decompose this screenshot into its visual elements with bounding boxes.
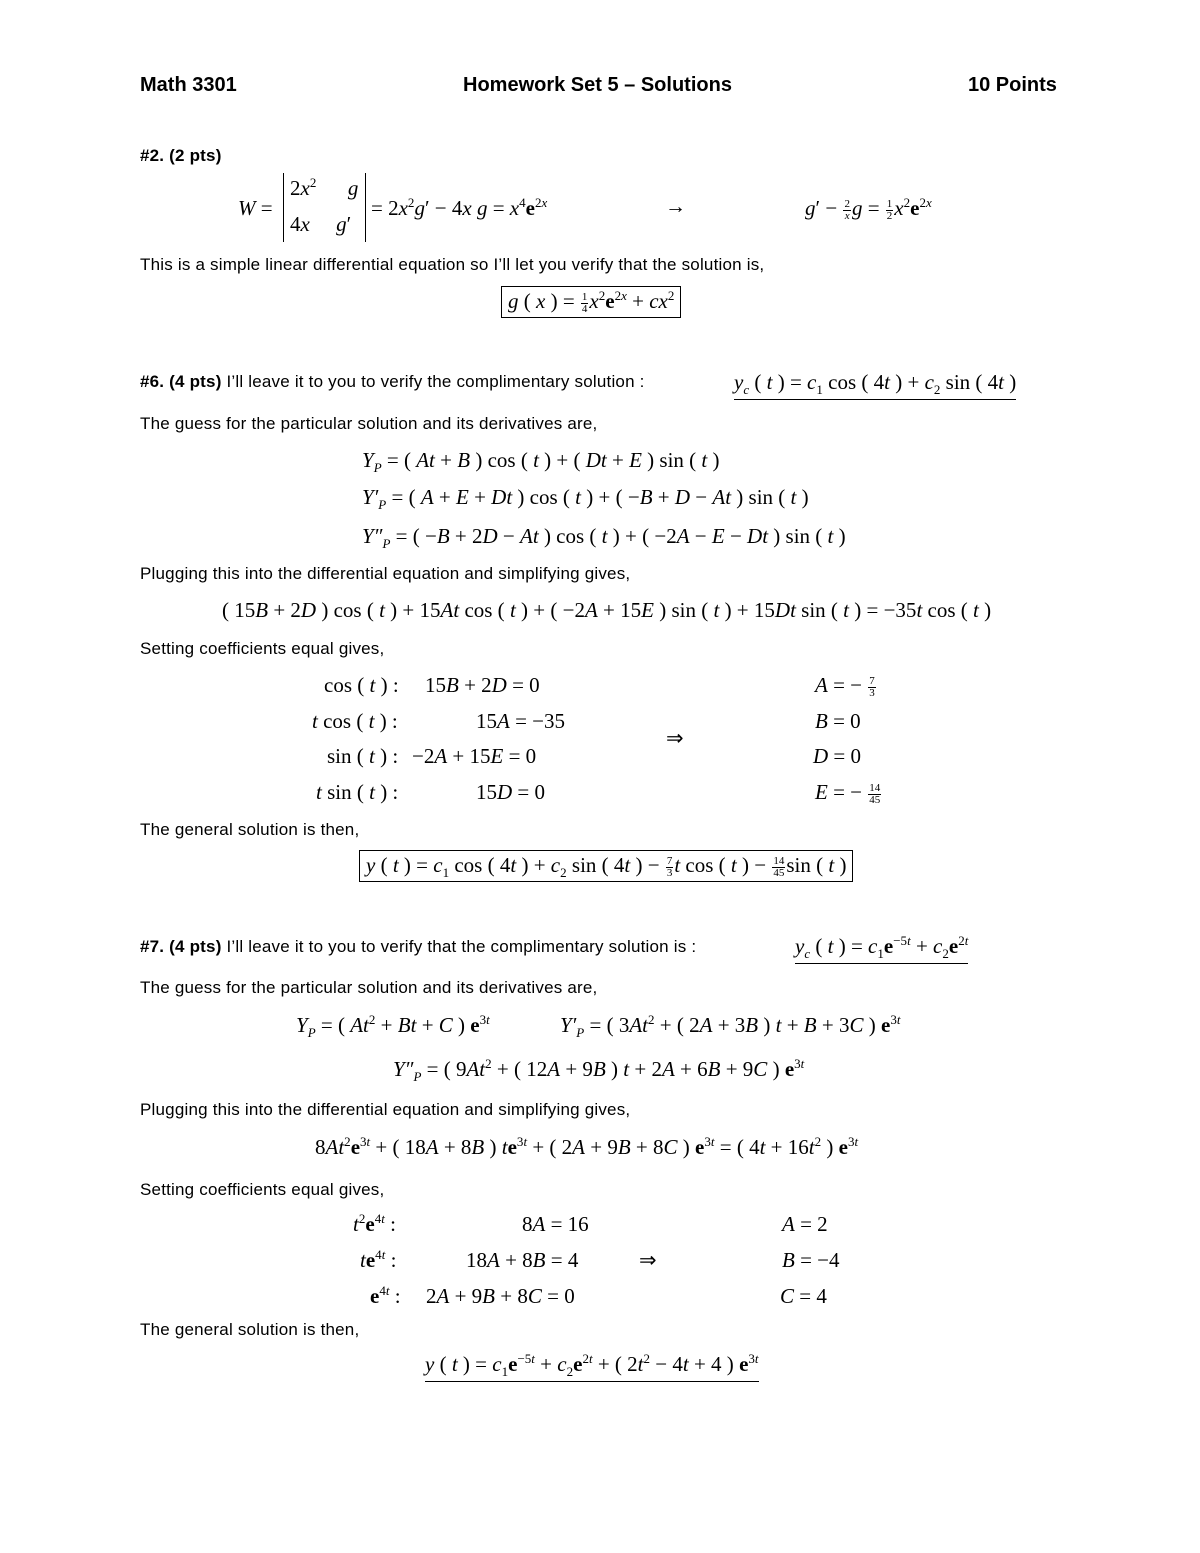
p6-result-B: B = 0 bbox=[815, 709, 861, 733]
p6-coef-label-tcos: t cos ( t ) : bbox=[312, 709, 398, 733]
p6-complementary-solution: $y_c$ ( t ) = $c_1$ cos ( 4t ) + $c_2$ sin ( 4t ) bbox=[734, 370, 1016, 400]
problem-7-label: #7. (4 pts) bbox=[140, 937, 222, 956]
page-title: Homework Set 5 – Solutions bbox=[463, 74, 732, 96]
p6-coef-label-tsin: t sin ( t ) : bbox=[316, 780, 399, 804]
p7-Yp-prime: $Y'_P$ = ( $3At^2$ + ( 2A + 3B ) t + B + 3C ) $e^{3t}$ bbox=[560, 1012, 901, 1041]
problem-6-label: #6. (4 pts) bbox=[140, 372, 222, 391]
p6-coef-text: Setting coefficients equal gives, bbox=[140, 639, 385, 658]
p6-simplified-equation: ( 15B + 2D ) cos ( t ) + 15At cos ( t ) + ( −2A + 15E ) sin ( t ) + 15Dt sin ( t ) = −35t cos ( t ) bbox=[222, 598, 992, 622]
p7-simplified-equation: $8At^2e^{3t}$ + ( 18A + 8B ) $te^{3t}$ + ( 2A + 9B + 8C ) $e^{3t}$ = ( $4t + 16t^2$ ) $e^{3t}$ bbox=[315, 1134, 859, 1159]
wronskian-rhs: = $2x^2g' - 4x$ $g = x^4e^{2x}$ bbox=[371, 195, 548, 220]
p6-intro-line bbox=[140, 372, 645, 392]
p2-verify-text: This is a simple linear differential equation so I’ll let you verify that the solution is, bbox=[140, 255, 765, 274]
p6-eq-3: −2A + 15E = 0 bbox=[412, 744, 537, 768]
p7-eq-3: 2A + 9B + 8C = 0 bbox=[426, 1284, 575, 1308]
p6-eq-2: 15A = −35 bbox=[476, 709, 566, 733]
determinant-row-2: 4x g′ bbox=[290, 212, 352, 236]
p6-eq-4: 15D = 0 bbox=[476, 780, 546, 804]
p7-Yp-double-prime: $Y''_P$ = ( $9At^2$ + ( 12A + 9B ) t + 2A + 6B + 9C ) $e^{3t}$ bbox=[393, 1056, 805, 1085]
p6-coef-label-cos: cos ( t ) : bbox=[324, 673, 399, 697]
p7-eq-2: 18A + 8B = 4 bbox=[466, 1248, 579, 1272]
p2-solution-boxed: g ( x ) = $\frac{1}{4}$ $x^2e^{2x} + cx^2$ bbox=[501, 286, 681, 318]
p6-intro-text: I’ll leave it to you to verify the complimentary solution : bbox=[221, 372, 645, 391]
arrow: → bbox=[665, 194, 686, 218]
p7-coef-label-te4t: $te^{4t}$ : bbox=[360, 1247, 397, 1272]
p6-Yp-prime: $Y'_P$ = ( A + E + Dt ) cos ( t ) + ( −B + D − At ) sin ( t ) bbox=[362, 485, 809, 513]
determinant-bar-left bbox=[283, 173, 284, 242]
p7-result-B: B = −4 bbox=[782, 1248, 840, 1272]
p6-coef-label-sin: sin ( t ) : bbox=[327, 744, 399, 768]
p7-general-solution: y ( t ) = $c_1e^{-5t} + c_2e^{2t}$ + ( $2t^2 - 4t + 4$ ) $e^{3t}$ bbox=[425, 1352, 759, 1382]
p7-intro-text: I’ll leave it to you to verify that the complimentary solution is : bbox=[221, 937, 697, 956]
p7-intro-line bbox=[140, 937, 696, 957]
problem-2-label: #2. (2 pts) bbox=[140, 146, 222, 165]
p7-coef-label-e4t: $e^{4t}$ : bbox=[370, 1283, 401, 1308]
p6-general-text: The general solution is then, bbox=[140, 820, 360, 839]
p6-implies-arrow: ⇒ bbox=[666, 726, 684, 750]
determinant-row-1: $2x^2$ g bbox=[290, 175, 359, 200]
p7-coef-text: Setting coefficients equal gives, bbox=[140, 1180, 385, 1199]
p6-guess-text: The guess for the particular solution and its derivatives are, bbox=[140, 414, 598, 433]
p6-eq-1: 15B + 2D = 0 bbox=[425, 673, 540, 697]
p6-plug-text: Plugging this into the differential equation and simplifying gives, bbox=[140, 564, 631, 583]
p7-complementary-solution: $y_c$ ( t ) = $c_1e^{-5t} + c_2e^{2t}$ bbox=[795, 934, 968, 964]
p7-result-C: C = 4 bbox=[780, 1284, 827, 1308]
linear-ode: g′ − $\frac{2}{x}$ g = $\frac{1}{2}$ $x^2e^{2x}$ bbox=[805, 195, 932, 222]
p7-coef-label-t2e4t: $t^2e^{4t}$ : bbox=[353, 1211, 396, 1236]
p7-implies-arrow: ⇒ bbox=[639, 1248, 657, 1272]
p7-general-text: The general solution is then, bbox=[140, 1320, 360, 1339]
course-title: Math 3301 bbox=[140, 74, 237, 96]
p7-result-A: A = 2 bbox=[782, 1212, 828, 1236]
p6-Yp-double-prime: $Y''_P$ = ( −B + 2D − At ) cos ( t ) + ( −2A − E − Dt ) sin ( t ) bbox=[362, 524, 846, 552]
wronskian-lhs: W = bbox=[238, 196, 273, 220]
p6-Yp: $Y_P$ = ( At + B ) cos ( t ) + ( Dt + E ) sin ( t ) bbox=[362, 448, 720, 476]
determinant-bar-right bbox=[365, 173, 366, 242]
p7-plug-text: Plugging this into the differential equation and simplifying gives, bbox=[140, 1100, 631, 1119]
p6-result-E: E = − $\frac{14}{45}$ bbox=[815, 780, 881, 806]
p6-result-A: A = − $\frac{7}{3}$ bbox=[815, 673, 875, 699]
p6-general-solution-boxed: y ( t ) = $c_1$ cos ( 4t ) + $c_2$ sin ( 4t ) − $\frac{7}{3}$ t cos ( t ) − $\frac{14}{45}$ sin ( t ) bbox=[359, 850, 853, 882]
points-label: 10 Points bbox=[968, 74, 1057, 96]
p7-Yp: $Y_P$ = ( $At^2 + Bt + C$ ) $e^{3t}$ bbox=[296, 1012, 490, 1041]
p6-result-D: D = 0 bbox=[813, 744, 862, 768]
p7-eq-1: 8A = 16 bbox=[522, 1212, 589, 1236]
p7-guess-text: The guess for the particular solution and its derivatives are, bbox=[140, 978, 598, 997]
